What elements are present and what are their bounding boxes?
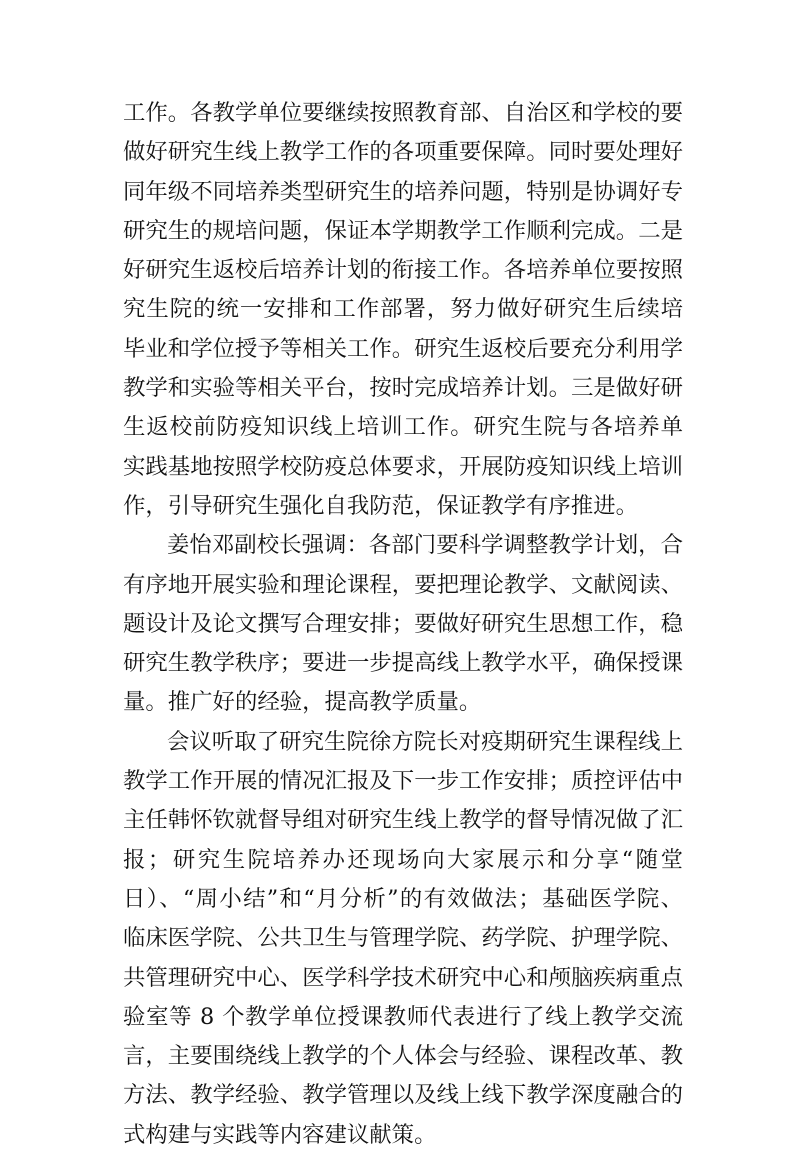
text-line: 教学和实验等相关平台，按时完成培养计划。三是做好研 [123,375,683,402]
text-line: 会议听取了研究生院徐方院长对疫期研究生课程线上 [167,728,683,755]
text-line: 教学工作开展的情况汇报及下一步工作安排；质控评估中 [123,768,683,795]
text-line: 实践基地按照学校防疫总体要求，开展防疫知识线上培训 [123,453,683,480]
text-line: 好研究生返校后培养计划的衔接工作。各培养单位要按照 [123,257,683,284]
text-line: 工作。各教学单位要继续按照教育部、自治区和学校的要 [123,100,683,126]
text-line: 研究生教学秩序；要进一步提高线上教学水平，确保授课 [123,650,683,677]
text-line: 有序地开展实验和理论课程，要把理论教学、文献阅读、 [123,571,683,598]
text-line: 方法、教学经验、教学管理以及线上线下教学深度融合的 [123,1082,683,1109]
text-line: 式构建与实践等内容建议献策。 [123,1121,437,1148]
text-line: 言，主要围绕线上教学的个人体会与经验、课程改革、教 [123,1043,683,1070]
text-line: 毕业和学位授予等相关工作。研究生返校后要充分利用学 [123,335,683,362]
text-line: 日）、“周小结”和“月分析”的有效做法；基础医学院、 [123,885,683,912]
body-text [123,94,683,1155]
text-line: 共管理研究中心、医学科学技术研究中心和颅脑疾病重点 [123,964,683,991]
text-line: 验室等 8 个教学单位授课教师代表进行了线上教学交流 [123,1003,683,1030]
text-line: 同年级不同培养类型研究生的培养问题，特别是协调好专 [123,178,683,205]
text-line: 究生院的统一安排和工作部署，努力做好研究生后续培 [123,296,683,323]
text-line: 临床医学院、公共卫生与管理学院、药学院、护理学院、 [123,925,683,952]
text-line: 作，引导研究生强化自我防范，保证教学有序推进。 [123,492,638,519]
text-line: 研究生的规培问题，保证本学期教学工作顺利完成。二是 [123,217,683,244]
text-line: 量。推广好的经验，提高教学质量。 [123,689,482,716]
text-line: 题设计及论文撰写合理安排；要做好研究生思想工作，稳 [123,610,683,637]
text-line: 做好研究生线上教学工作的各项重要保障。同时要处理好 [123,139,683,166]
text-line: 姜怡邓副校长强调：各部门要科学调整教学计划，合 [167,532,683,559]
text-line: 报；研究生院培养办还现场向大家展示和分享“随堂 [123,846,683,873]
text-line: 主任韩怀钦就督导组对研究生线上教学的督导情况做了汇 [123,807,683,834]
text-line: 生返校前防疫知识线上培训工作。研究生院与各培养单 [123,414,683,441]
